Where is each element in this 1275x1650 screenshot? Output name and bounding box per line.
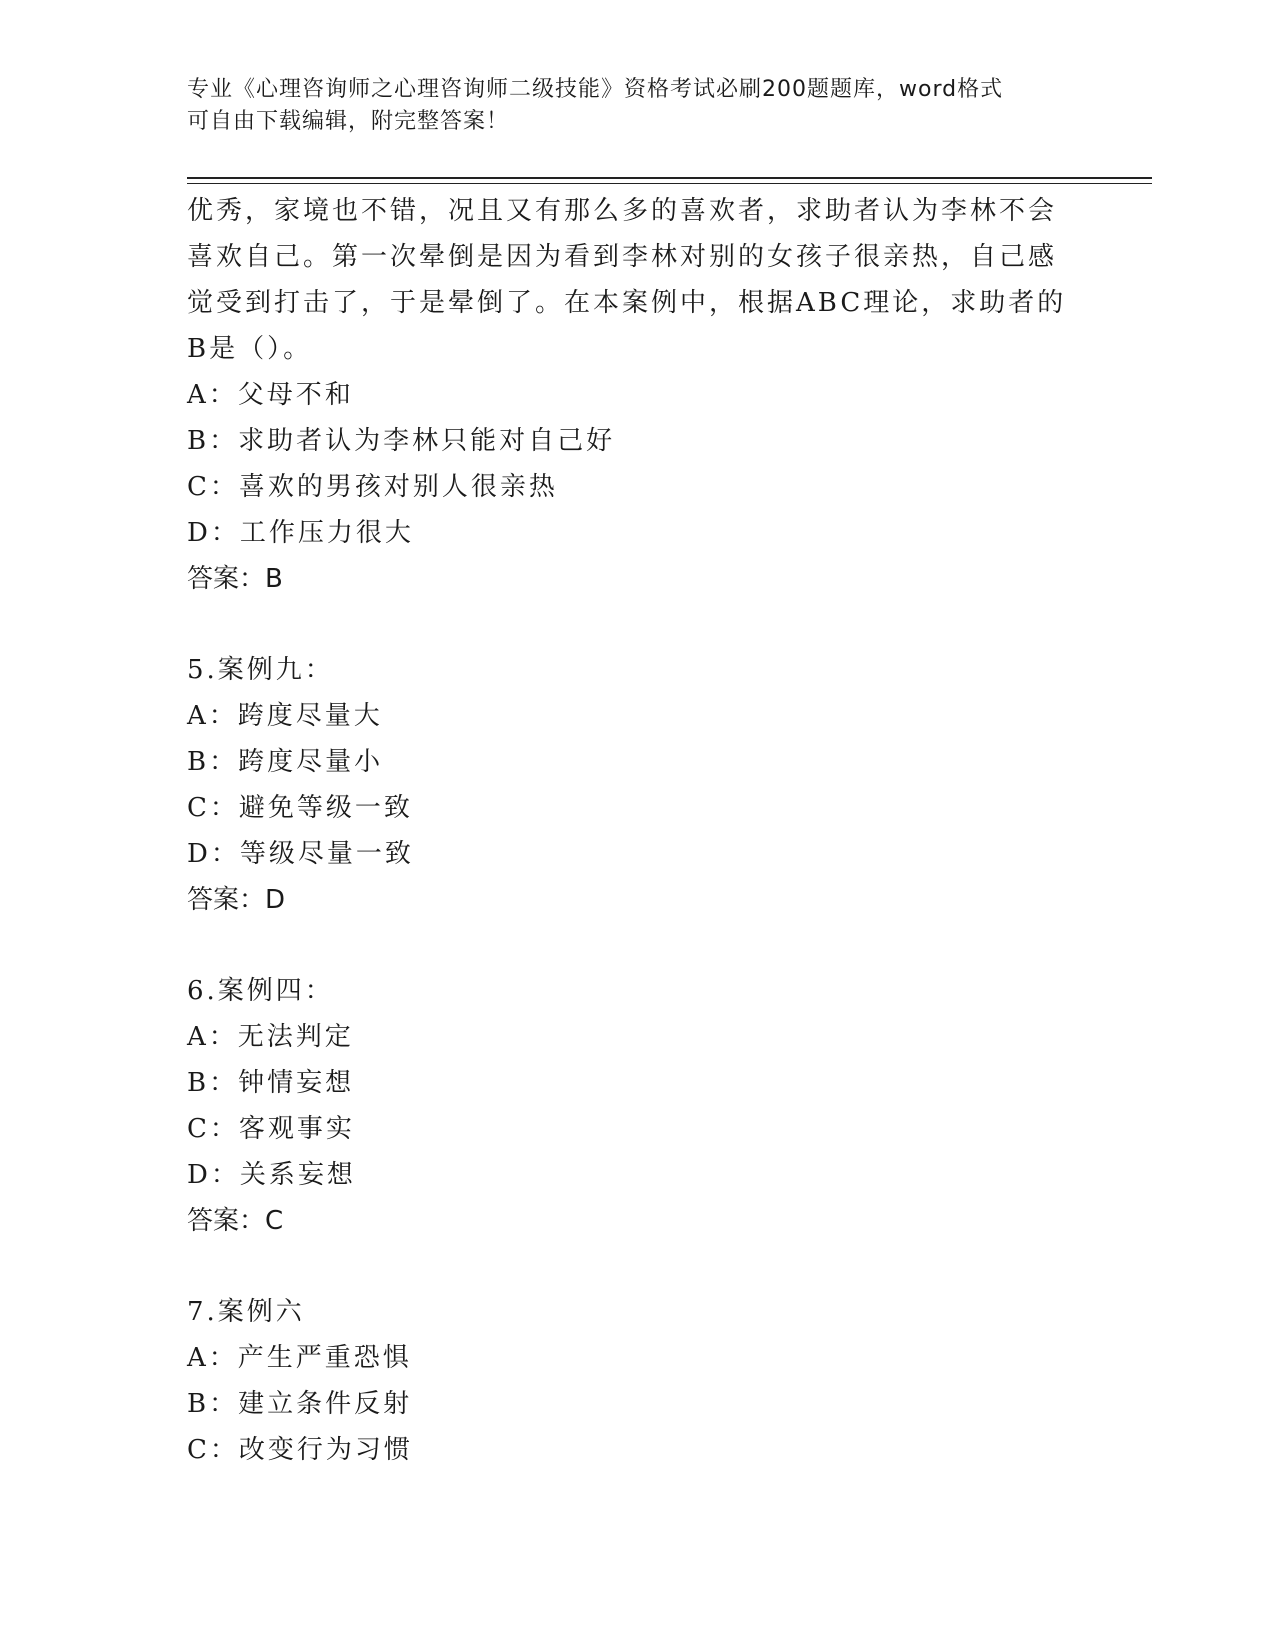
answer-line: 答案：D bbox=[187, 885, 286, 915]
option-b: B：钟情妄想 bbox=[187, 1068, 355, 1098]
option-b: B：建立条件反射 bbox=[187, 1389, 413, 1419]
option-d: D：关系妄想 bbox=[187, 1160, 356, 1190]
header-line-1: 专业《心理咨询师之心理咨询师二级技能》资格考试必刷200题题库，word格式 bbox=[187, 77, 1004, 102]
option-c: C：改变行为习惯 bbox=[187, 1435, 413, 1465]
header-line-2: 可自由下载编辑，附完整答案！ bbox=[187, 109, 510, 134]
question-title: 6.案例四： bbox=[187, 976, 334, 1006]
question-stem-line: 觉受到打击了，于是晕倒了。在本案例中，根据ABC理论，求助者的 bbox=[187, 288, 1067, 318]
question-7 bbox=[187, 1289, 1087, 1473]
option-d: D：工作压力很大 bbox=[187, 518, 414, 548]
document-body bbox=[187, 188, 1087, 1473]
option-c: C：喜欢的男孩对别人很亲热 bbox=[187, 472, 558, 502]
question-5 bbox=[187, 647, 1087, 923]
option-b: B：跨度尽量小 bbox=[187, 747, 384, 777]
question-stem-line: B是（）。 bbox=[187, 334, 313, 364]
option-b: B：求助者认为李林只能对自己好 bbox=[187, 426, 616, 456]
option-a: A：跨度尽量大 bbox=[187, 701, 383, 731]
option-d: D：等级尽量一致 bbox=[187, 839, 414, 869]
header-divider-thin bbox=[187, 183, 1152, 184]
option-a: A：父母不和 bbox=[187, 380, 354, 410]
document-header bbox=[187, 74, 1087, 138]
question-6 bbox=[187, 968, 1087, 1244]
answer-line: 答案：B bbox=[187, 564, 283, 594]
option-a: A：无法判定 bbox=[187, 1022, 354, 1052]
answer-line: 答案：C bbox=[187, 1206, 284, 1236]
option-a: A：产生严重恐惧 bbox=[187, 1343, 412, 1373]
question-continuation bbox=[187, 188, 1087, 602]
question-title: 5.案例九： bbox=[187, 655, 334, 685]
option-c: C：客观事实 bbox=[187, 1114, 355, 1144]
question-stem-line: 喜欢自己。第一次晕倒是因为看到李林对别的女孩子很亲热，自己感 bbox=[187, 242, 1058, 272]
header-divider-thick bbox=[187, 177, 1152, 179]
question-title: 7.案例六 bbox=[187, 1297, 305, 1327]
option-c: C：避免等级一致 bbox=[187, 793, 413, 823]
question-stem-line: 优秀，家境也不错，况且又有那么多的喜欢者，求助者认为李林不会 bbox=[187, 196, 1058, 226]
